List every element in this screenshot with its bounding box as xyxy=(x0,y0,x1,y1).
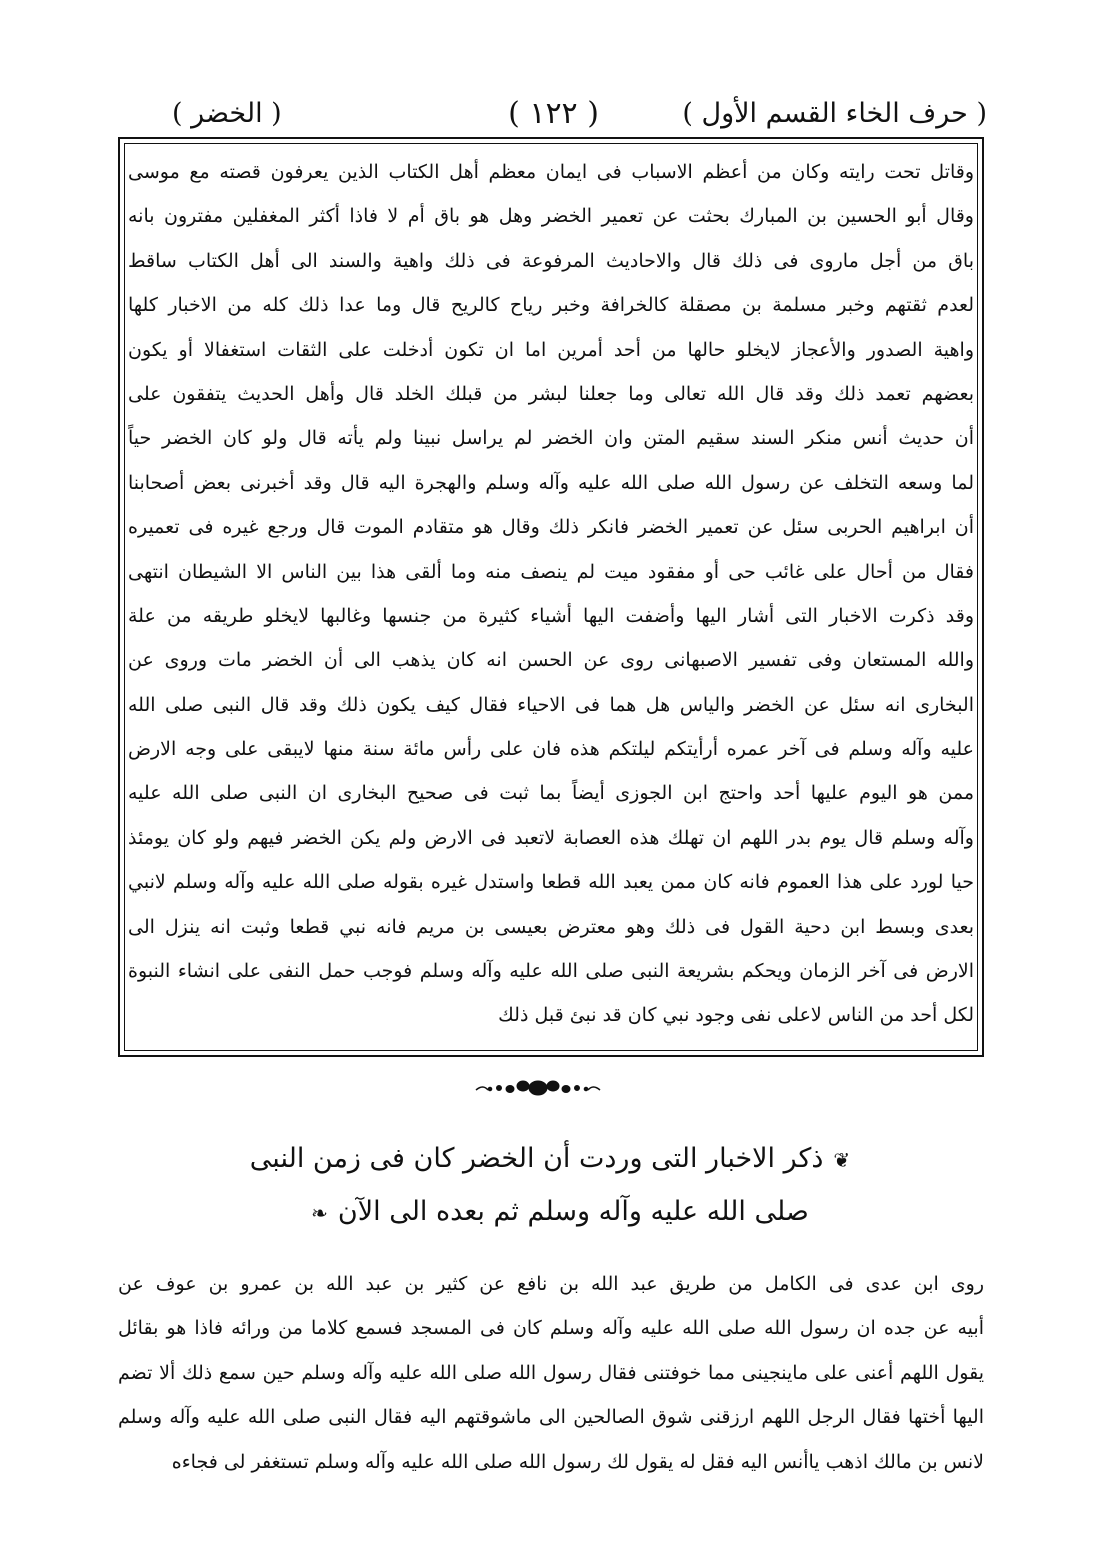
text-line: يقول اللهم أعنى على ماينجينى مما خوفتنى فقال رسول الله صلى الله عليه وآله وسلم حين سمع ذلك ألا تضم xyxy=(118,1361,984,1384)
leaf-ornament-icon: ❧ xyxy=(311,1200,328,1225)
text-line: لكل أحد من الناس لاعلى نفى وجود نبي كان قد نبئ قبل ذلك xyxy=(498,1004,974,1027)
text-line: وقد ذكرت الاخبار التى أشار اليها وأضفت اليها أشياء كثيرة من جنسها وغالبها لايخلو طريقه من علة xyxy=(128,604,974,627)
ornament-divider-icon xyxy=(468,1072,608,1104)
chapter-title: ( حرف الخاء القسم الأول ) xyxy=(682,98,987,129)
text-line: البخارى انه سئل عن الخضر والياس هل هما فى الاحياء فقال كيف يكون ذلك وقد قال النبى صلى الله xyxy=(128,693,974,716)
text-line: واهية الصدور والأعجاز لايخلو حالها من أحد أمرين اما ان تكون أدخلت على الثقات استغفالا أو يكون xyxy=(128,338,974,361)
text-line: والله المستعان وفى تفسير الاصبهانى روى عن الحسن انه كان يذهب الى أن الخضر مات وروى عن xyxy=(128,649,974,672)
text-line: حيا لورد على هذا العموم فانه كان ممن يعبد الله قطعا واستدل غيره بقوله صلى الله عليه وآله وسلم لانبي xyxy=(128,871,974,894)
section-heading-text-1: ذكر الاخبار التى وردت أن الخضر كان فى زمن النبى xyxy=(249,1143,824,1174)
text-line: لعدم ثقتهم وخبر مسلمة بن مصقلة كالخرافة وخبر رياح كالريح قال وما عدا ذلك كله من الاخبار كلها xyxy=(128,294,974,317)
text-line: لما وسعه التخلف عن رسول الله صلى الله عليه وآله وسلم والهجرة اليه قال وقد أخبرنى بعض أصحابنا xyxy=(128,471,974,494)
framed-text-block xyxy=(128,150,974,1038)
text-line: أن حديث أنس منكر السند سقيم المتن وان الخضر لم يراسل نبينا ولم يأته قال ولو كان الخضر حياً xyxy=(128,427,974,450)
page-number: ( ١٢٢ ) xyxy=(508,96,599,131)
running-header xyxy=(120,92,987,136)
entry-title: ( الخضر ) xyxy=(172,98,282,129)
text-line: الارض فى آخر الزمان ويحكم بشريعة النبى صلى الله عليه وآله وسلم فوجب حمل النفى على انشاء النبوة xyxy=(128,960,974,983)
text-line: وقاتل تحت رايته وكان من أعظم الاسباب فى ايمان معظم أهل الكتاب الذين يعرفون قصته مع موسى xyxy=(128,161,974,183)
body-text-block xyxy=(118,1262,984,1484)
text-line: وآله وسلم قال يوم بدر اللهم ان تهلك هذه العصابة لاتعبد فى الارض ولم يكن الخضر فيهم ولو كان يومئذ xyxy=(128,826,974,849)
section-heading-text-2: صلى الله عليه وآله وسلم ثم بعده الى الآن xyxy=(337,1196,809,1227)
text-line: بعدى وبسط ابن دحية القول فى ذلك وهو معترض بعيسى بن مريم فانه نبي قطعا وثبت انه ينزل الى xyxy=(128,915,974,938)
text-line: عليه وآله وسلم فى آخر عمره أرأيتكم ليلتكم هذه فان على رأس مائة سنة منها لايبقى على وجه الارض xyxy=(128,738,974,761)
section-heading-line-2 xyxy=(140,1188,970,1236)
text-line: أبيه عن جده ان رسول الله صلى الله عليه وآله وسلم كان فى المسجد فسمع كلاما من ورائه فاذا هو بقائل xyxy=(118,1317,984,1340)
text-line: أن ابراهيم الحربى سئل عن تعمير الخضر فانكر ذلك وقال هو متقادم الموت قال ورجع غيره فى تعميره xyxy=(128,516,974,539)
text-line: فقال من أحال على غائب حى أو مفقود ميت لم ينصف منه وما ألقى هذا بين الناس الا الشيطان انتهى xyxy=(128,560,974,583)
text-line: روى ابن عدى فى الكامل من طريق عبد الله بن نافع عن كثير بن عبد الله بن عمرو بن عوف عن xyxy=(118,1273,984,1295)
section-heading-line-1 xyxy=(140,1135,970,1183)
text-line: باق من أجل ماروى فى ذلك قال والاحاديث المرفوعة فى ذلك واهية والسند الى أهل الكتاب ساقط xyxy=(128,249,974,272)
text-line: ممن هو اليوم عليها أحد واحتج ابن الجوزى أيضاً بما ثبت فى صحيح البخارى ان النبى صلى الله عليه xyxy=(128,782,974,805)
text-line: اليها أختها فقال الرجل اللهم ارزقنى شوق الصالحين الى ماشوقتهم اليه فقال النبى صلى الله عليه وآله وسلم xyxy=(118,1406,984,1429)
text-line: وقال أبو الحسين بن المبارك بحثت عن تعمير الخضر وهل هو باق أم لا فاذا أكثر المغفلين مفترون بانه xyxy=(128,205,974,228)
text-line: بعضهم تعمد ذلك وقد قال الله تعالى وما جعلنا لبشر من قبلك الخلد قال وأهل الحديث يتفقون على xyxy=(128,382,974,405)
leaf-ornament-icon: ❦ xyxy=(833,1147,851,1172)
text-line: لانس بن مالك اذهب ياأنس اليه فقل له يقول لك رسول الله صلى الله عليه وآله وسلم تستغفر لى فجاءه xyxy=(171,1450,984,1473)
